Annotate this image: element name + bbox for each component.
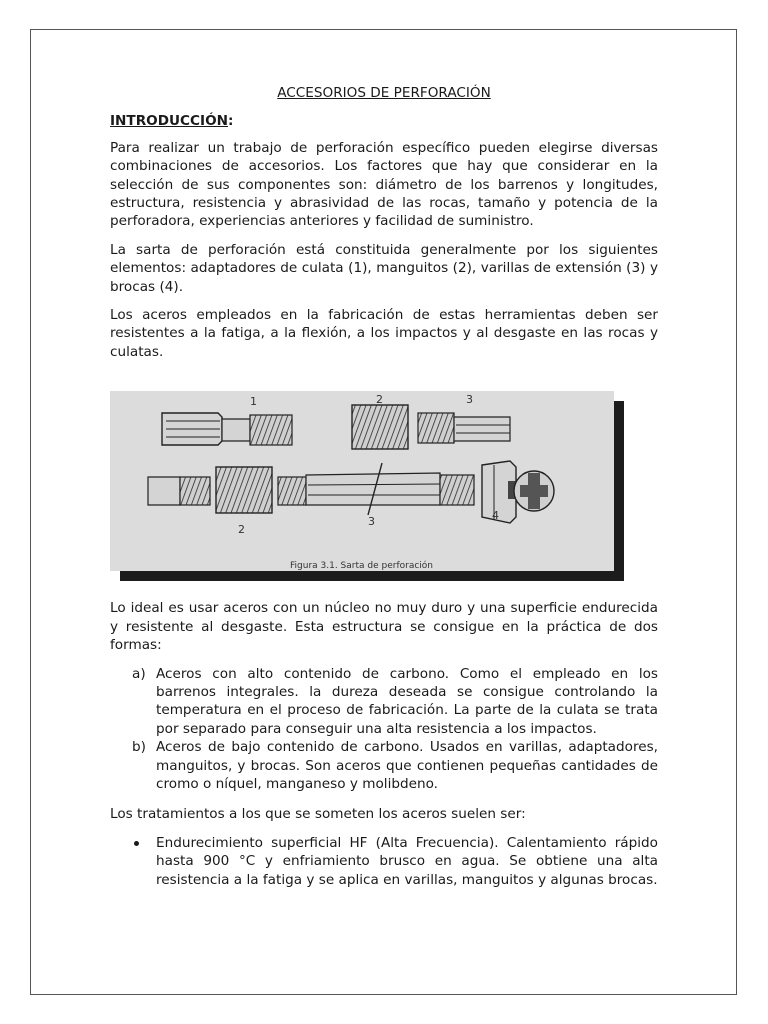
document-body	[110, 84, 658, 889]
figure-image	[110, 391, 614, 571]
list-item-text: Endurecimiento superficial HF (Alta Frecuencia). Calentamiento rápido hasta 900 °C y enfriamiento brusco en agua. Se obtiene una alta resistencia a la fatiga y se aplica en varillas, manguitos y algunas brocas.	[156, 834, 658, 888]
figure-drill-string	[110, 391, 614, 577]
list-item	[110, 834, 658, 889]
drill-string-illustration	[110, 391, 614, 571]
list-item	[110, 738, 658, 793]
figure-label-2b: 2	[238, 523, 245, 537]
heading-text: INTRODUCCIÓN	[110, 113, 228, 130]
coupling-sleeve-drawing	[352, 405, 408, 449]
list-marker: b)	[132, 739, 146, 756]
steel-types-list	[110, 665, 658, 794]
heading-colon: :	[228, 113, 234, 130]
document-title: ACCESORIOS DE PERFORACIÓN	[277, 85, 491, 101]
figure-label-3: 3	[466, 393, 473, 407]
section-heading-introduccion	[110, 112, 658, 130]
treatments-list	[110, 834, 658, 889]
extension-rod-drawing	[418, 413, 510, 443]
list-marker: a)	[132, 665, 146, 682]
figure-label-2: 2	[376, 393, 383, 407]
paragraph-1: Para realizar un trabajo de perforación específico pueden elegirse diversas combinaciones de accesorios. Los factores que hay que considerar en la selección de sus componentes son: diámetro de los barrenos y longitudes, estructura, resistencia y abrasividad de las rocas, tamaño y potencia de la perforadora, experiencias anteriores y facilidad de suministro.	[110, 139, 658, 230]
shank-adapter-drawing	[162, 413, 292, 445]
figure-caption: Figura 3.1. Sarta de perforación	[290, 561, 433, 572]
list-item	[110, 665, 658, 739]
list-item-text: Aceros con alto contenido de carbono. Como el empleado en los barrenos integrales. la dureza deseada se consigue controlando la temperatura en el proceso de fabricación. La parte de la culata se trata por separado para conseguir una alta resistencia a los impactos.	[156, 665, 658, 737]
paragraph-after-figure: Lo ideal es usar aceros con un núcleo no muy duro y una superficie endurecida y resistente al desgaste. Esta estructura se consigue en la práctica de dos formas:	[110, 600, 658, 654]
list-item-text: Aceros de bajo contenido de carbono. Usados en varillas, adaptadores, manguitos, y brocas. Son aceros que contienen pequeñas cantidades de cromo o níquel, manganeso y molibdeno.	[156, 739, 658, 792]
bullet-icon	[134, 841, 139, 846]
paragraph-2: La sarta de perforación está constituida generalmente por los siguientes elementos: adaptadores de culata (1), manguitos (2), varillas de extensión (3) y brocas (4).	[110, 241, 658, 295]
figure-label-4: 4	[492, 509, 499, 523]
treatments-intro: Los tratamientos a los que se someten los aceros suelen ser:	[110, 806, 526, 823]
figure-label-3b: 3	[368, 515, 375, 529]
paragraph-3: Los aceros empleados en la fabricación de estas herramientas deben ser resistentes a la fatiga, a la flexión, a los impactos y al desgaste en las rocas y culatas.	[110, 307, 658, 360]
figure-label-1: 1	[250, 395, 257, 409]
